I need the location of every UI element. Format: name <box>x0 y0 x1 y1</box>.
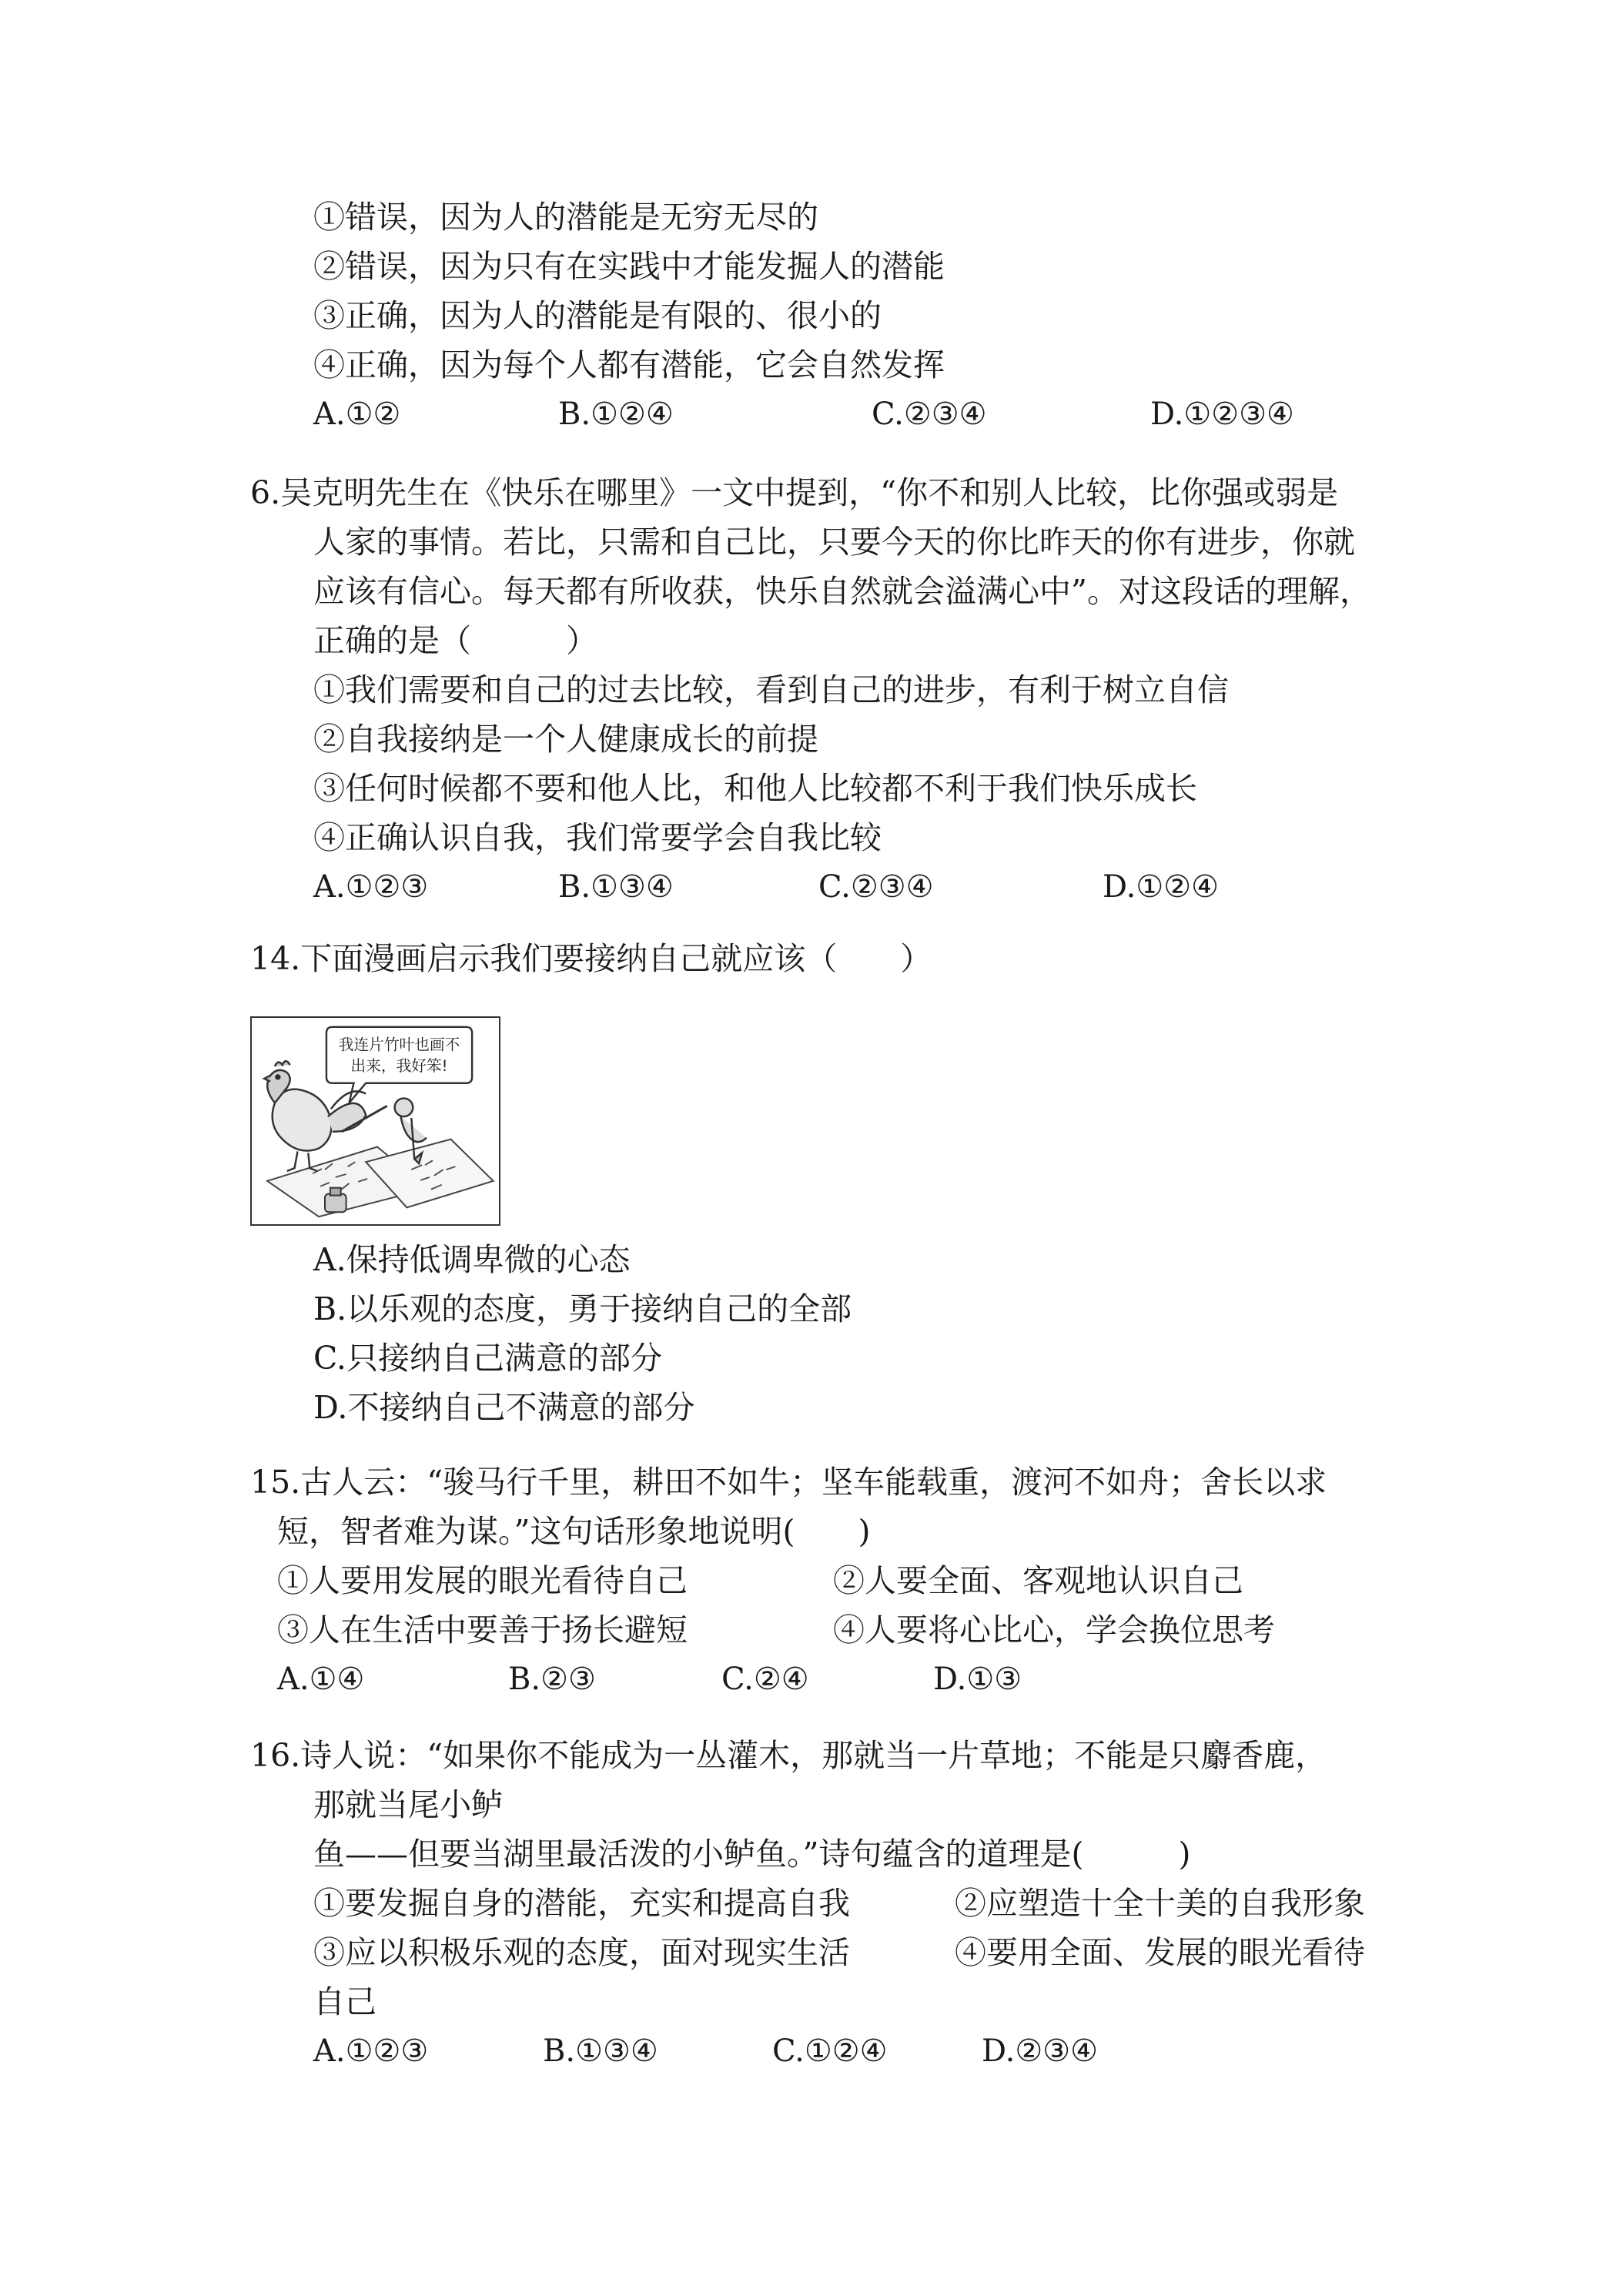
q15-option-b: B.②③ <box>508 1662 596 1697</box>
q16-item-4-continued: 自己 <box>313 1983 376 2020</box>
q6-stem-line-2: 人家的事情。若比，只需和自己比，只要今天的你比昨天的你有进步，你就 <box>313 524 1355 561</box>
q14-option-b: B.以乐观的态度，勇于接纳自己的全部 <box>313 1290 852 1327</box>
q15-stem-line-2: 短，智者难为谋。”这句话形象地说明( ) <box>277 1513 871 1550</box>
q16-option-b: B.①③④ <box>543 2033 658 2069</box>
q16-option-d: D.②③④ <box>982 2033 1098 2069</box>
q6-stem-line-4: 正确的是（ ） <box>313 622 597 659</box>
q6-option-c: C.②③④ <box>818 869 934 905</box>
q14-option-c: C.只接纳自己满意的部分 <box>313 1340 662 1377</box>
q5-option-c: C.②③④ <box>872 397 987 432</box>
q16-stem-line-3: 鱼——但要当湖里最活泼的小鲈鱼。”诗句蕴含的道理是( ) <box>313 1836 1191 1873</box>
q6-option-d: D.①②④ <box>1103 869 1219 905</box>
q14-option-a: A.保持低调卑微的心态 <box>313 1241 631 1278</box>
rooster-cartoon <box>250 1016 500 1226</box>
q15-item-1: ①人要用发展的眼光看待自己 <box>277 1562 688 1599</box>
q15-item-4: ④人要将心比心，学会换位思考 <box>833 1612 1275 1648</box>
q16-stem-line-1: 16.诗人说：“如果你不能成为一丛灌木，那就当一片草地；不能是只麝香鹿， <box>250 1737 1327 1774</box>
q16-option-c: C.①②④ <box>772 2033 888 2069</box>
q15-option-d: D.①③ <box>933 1662 1022 1697</box>
q6-stem-line-1: 6.吴克明先生在《快乐在哪里》一文中提到，“你不和别人比较，比你强或弱是 <box>250 474 1339 511</box>
cartoon-bubble-line-2: 出来，我好笨! <box>350 1056 448 1075</box>
q5-option-d: D.①②③④ <box>1150 397 1294 432</box>
q5-item-4: ④正确，因为每个人都有潜能，它会自然发挥 <box>313 346 945 383</box>
q16-item-2: ②应塑造十全十美的自我形象 <box>955 1885 1365 1922</box>
q15-stem-line-1: 15.古人云：“骏马行千里，耕田不如牛；坚车能载重，渡河不如舟；舍长以求 <box>250 1464 1327 1501</box>
q16-option-a: A.①②③ <box>313 2033 429 2069</box>
q5-option-b: B.①②④ <box>558 397 674 432</box>
q16-item-3: ③应以积极乐观的态度，面对现实生活 <box>313 1934 850 1971</box>
q6-item-4: ④正确认识自我，我们常要学会自我比较 <box>313 819 882 856</box>
q15-item-2: ②人要全面、客观地认识自己 <box>833 1562 1243 1599</box>
q15-option-c: C.②④ <box>721 1662 809 1697</box>
q15-option-a: A.①④ <box>277 1662 365 1697</box>
q16-item-4: ④要用全面、发展的眼光看待 <box>955 1934 1365 1971</box>
q5-item-2: ②错误，因为只有在实践中才能发掘人的潜能 <box>313 248 945 285</box>
q14-option-d: D.不接纳自己不满意的部分 <box>313 1389 695 1426</box>
q6-item-1: ①我们需要和自己的过去比较，看到自己的进步，有利于树立自信 <box>313 671 1229 708</box>
q16-item-1: ①要发掘自身的潜能，充实和提高自我 <box>313 1885 850 1922</box>
q6-stem-line-3: 应该有信心。每天都有所收获，快乐自然就会溢满心中”。对这段话的理解， <box>313 573 1371 610</box>
q6-item-2: ②自我接纳是一个人健康成长的前提 <box>313 721 818 758</box>
q6-option-a: A.①②③ <box>313 869 429 905</box>
q16-stem-line-2: 那就当尾小鲈 <box>313 1786 503 1823</box>
q5-item-3: ③正确，因为人的潜能是有限的、很小的 <box>313 297 882 334</box>
q5-option-a: A.①② <box>313 397 401 432</box>
q6-item-3: ③任何时候都不要和他人比，和他人比较都不利于我们快乐成长 <box>313 770 1197 807</box>
q5-item-1: ①错误，因为人的潜能是无穷无尽的 <box>313 199 818 236</box>
cartoon-bubble-line-1: 我连片竹叶也画不 <box>338 1036 460 1054</box>
q14-stem: 14.下面漫画启示我们要接纳自己就应该（ ） <box>250 940 932 977</box>
q6-option-b: B.①③④ <box>558 869 674 905</box>
q15-item-3: ③人在生活中要善于扬长避短 <box>277 1612 688 1648</box>
